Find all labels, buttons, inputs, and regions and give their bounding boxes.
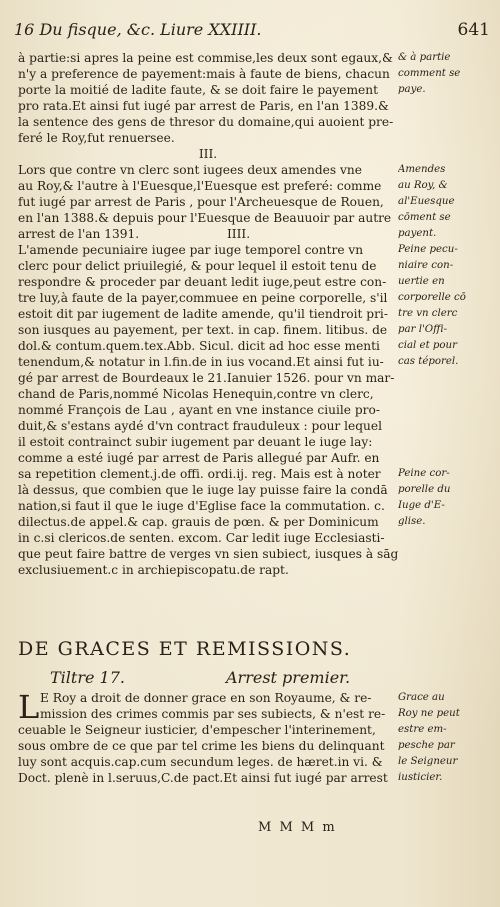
margin-note: glise. (398, 516, 426, 527)
margin-note: cōment se (398, 212, 451, 223)
text-line: clerc pour delict priuilegié, & pour lequel il estoit tenu de (18, 259, 377, 273)
text-line: duit,& s'estans aydé d'vn contract frauduleux : pour lequel (18, 419, 383, 433)
margin-note: Iuge d'E- (398, 500, 445, 511)
text-line: exclusiuement.c in archiepiscopatu.de rapt. (18, 563, 289, 577)
margin-note: Peine cor- (398, 468, 450, 479)
margin-note: pesche par (398, 740, 455, 751)
title-number: Tiltre 17. (50, 668, 125, 687)
text-line: la sentence des gens de thresor du domaine,qui auoient pre- (18, 115, 394, 129)
margin-note: Peine pecu- (398, 244, 458, 255)
text-line: il estoit contrainct subir iugement par deuant le iuge lay: (18, 435, 373, 449)
text-line: dilectus.de appel.& cap. grauis de pœn. & per Dominicum (18, 515, 379, 529)
closing-text-column (18, 722, 398, 786)
text-line: en l'an 1388.& depuis pour l'Euesque de Beauuoir par autre (18, 211, 392, 225)
text-line: in c.si clericos.de senten. excom. Car ledit iuge Ecclesiasti- (18, 531, 385, 545)
text-line: tenendum,& notatur in l.fin.de in ius vocand.Et ainsi fut iu- (18, 355, 384, 369)
text-line: feré le Roy,fut renuersee. (18, 131, 175, 145)
text-line: sous ombre de ce que par tel crime les biens du delinquant (18, 739, 385, 753)
arrest-label: Arrest premier. (226, 668, 351, 687)
signature-mark: M M M m (258, 820, 337, 835)
text-line: n'y a preference de payement:mais à faute de biens, chacun (18, 67, 390, 81)
text-line: nation,si faut il que le iuge d'Eglise face la commutation. c. (18, 499, 385, 513)
text-line: au Roy,& l'autre à l'Euesque,l'Euesque est preferé: comme (18, 179, 382, 193)
running-title: 16 Du fisque, &c. Liure XXIIII. (14, 20, 262, 39)
text-line: Doct. plenè in l.seruus,C.de pact.Et ainsi fut iugé par arrest (18, 771, 388, 785)
text-line: porte la moitié de ladite faute, & se doit faire le payement (18, 83, 379, 97)
margin-note: cas téporel. (398, 356, 459, 367)
text-line: tre luy,à faute de la payer,commuee en peine corporelle, s'il (18, 291, 388, 305)
text-line: son iusques au payement, per text. in cap. finem. litibus. de (18, 323, 388, 337)
margin-note: le Seigneur (398, 756, 458, 767)
margin-note: au Roy, & (398, 180, 448, 191)
text-line: L'amende pecuniaire iugee par iuge temporel contre vn (18, 243, 364, 257)
margin-note: par l'Offi- (398, 324, 448, 335)
text-line (18, 226, 398, 242)
text-line: chand de Paris,nommé Nicolas Henequin,contre vn clerc, (18, 387, 374, 401)
marginal-notes-lower (398, 690, 496, 786)
margin-note: Grace au (398, 692, 445, 703)
text-line: E Roy a droit de donner grace en son Royaume, & re- (40, 691, 372, 705)
text-line: nommé François de Lau , ayant en vne instance ciuile pro- (18, 403, 380, 417)
margin-note: corporelle cō (398, 292, 466, 303)
margin-note: estre em- (398, 724, 447, 735)
text-line: que peut faire battre de verges vn sien subiect, iusques à sāg (18, 547, 398, 561)
margin-note: comment se (398, 68, 461, 79)
page-number: 641 (457, 20, 490, 40)
text-line: gé par arrest de Bourdeaux le 21.Ianuier 1526. pour vn mar- (18, 371, 395, 385)
text-line: mission des crimes commis par ses subiects, & n'est re- (40, 707, 386, 721)
marginal-notes (398, 50, 496, 530)
margin-note: uertie en (398, 276, 445, 287)
text-line: luy sont acquis.cap.cum secundum leges. de hæret.in vi. & (18, 755, 383, 769)
margin-note: payent. (398, 228, 437, 239)
text-line: Lors que contre vn clerc sont iugees deux amendes vne (18, 163, 362, 177)
text-line: sa repetition clement.j.de offi. ordi.ij. reg. Mais est à noter (18, 467, 381, 481)
text-line: comme a esté iugé par arrest de Paris allegué par Aufr. en (18, 451, 380, 465)
margin-note: paye. (398, 84, 426, 95)
text-line: ceuable le Seigneur iusticier, d'empescher l'interinement, (18, 723, 376, 737)
text-line: estoit dit par iugement de ladite amende, qu'il tiendroit pri- (18, 307, 388, 321)
margin-note: & à partie (398, 52, 451, 63)
margin-note: al'Euesque (398, 196, 455, 207)
margin-note: cial et pour (398, 340, 457, 351)
margin-note: iusticier. (398, 772, 443, 783)
text-fragment: arrest de l'an 1391. (18, 227, 140, 241)
margin-note: tre vn clerc (398, 308, 458, 319)
running-header (14, 20, 490, 42)
text-line: à partie:si apres la peine est commise,les deux sont egaux,& (18, 51, 393, 65)
drop-cap: L (18, 688, 40, 726)
text-line: pro rata.Et ainsi fut iugé par arrest de Paris, en l'an 1389.& (18, 99, 389, 113)
text-line: fut iugé par arrest de Paris , pour l'Archeuesque de Rouen, (18, 195, 384, 209)
section-heading: DE GRACES ET REMISSIONS. (18, 638, 352, 660)
dropcap-text-lines (40, 690, 398, 722)
margin-note: niaire con- (398, 260, 454, 271)
text-line: respondre & proceder par deuant ledit iuge,peut estre con- (18, 275, 387, 289)
margin-note: Amendes (398, 164, 446, 175)
text-line: là dessus, que combien que le iuge lay puisse faire la condā (18, 483, 388, 497)
margin-note: Roy ne peut (398, 708, 460, 719)
main-text-column (18, 50, 398, 578)
text-line: dol.& contum.quem.tex.Abb. Sicul. dicit ad hoc esse menti (18, 339, 380, 353)
section-number: III. (198, 147, 218, 161)
section-number: IIII. (226, 227, 251, 241)
margin-note: porelle du (398, 484, 451, 495)
